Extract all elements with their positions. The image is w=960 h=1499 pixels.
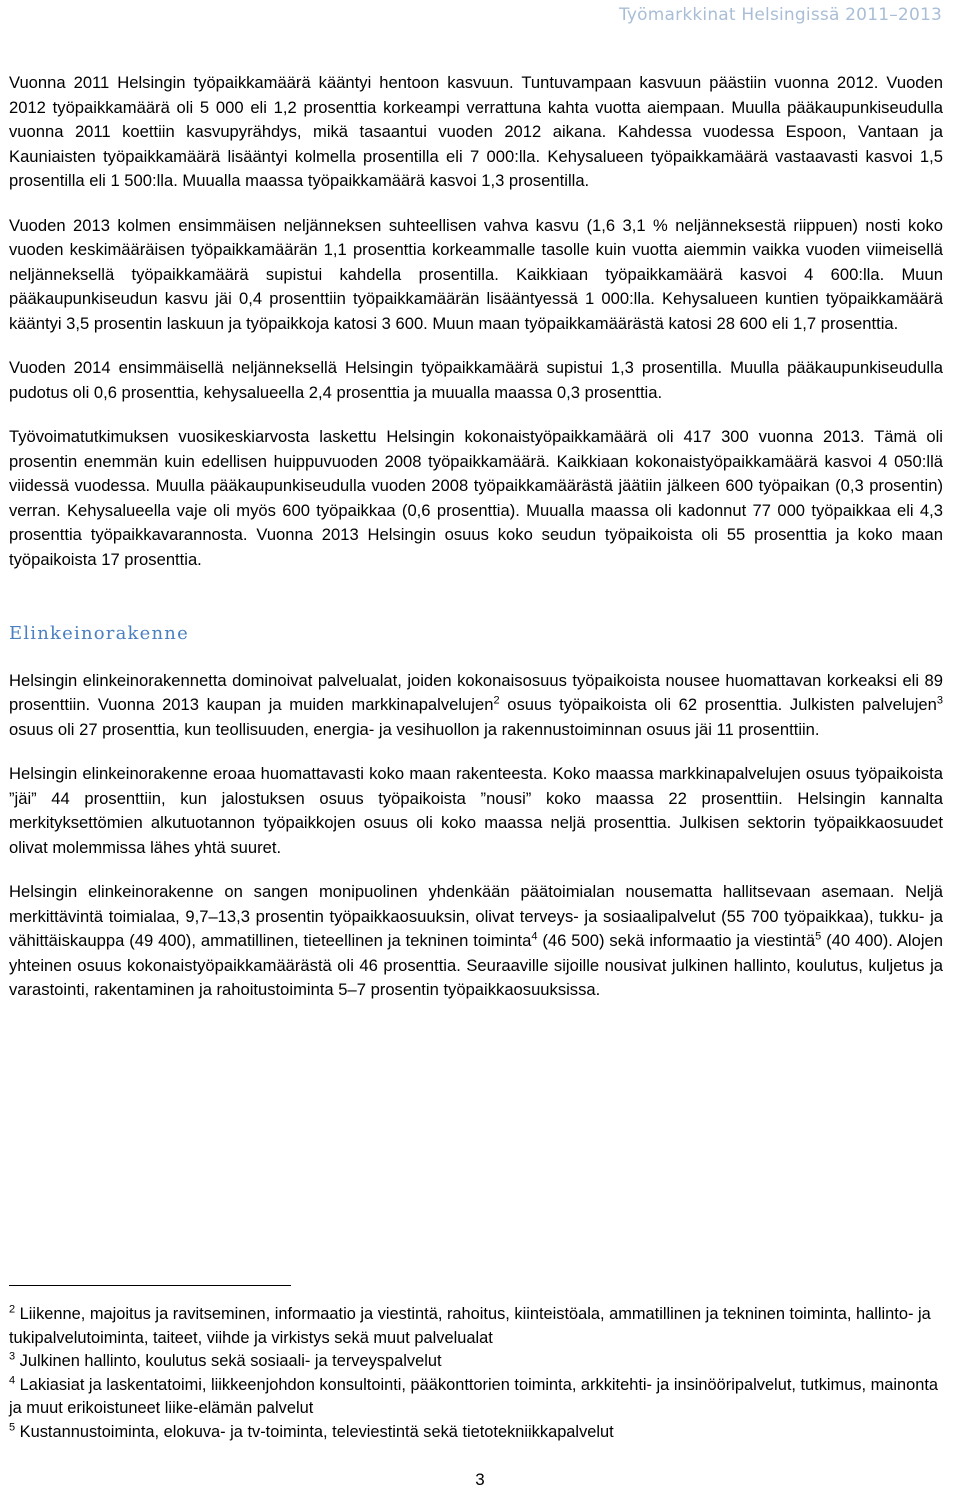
body-text <box>9 71 943 1023</box>
paragraph-6: Helsingin elinkeinorakenne eroaa huomattavasti koko maan rakenteesta. Koko maassa markkinapalvelujen osuus työpaikoista ”jäi” 44 prosenttiin, kun jalostuksen osuus työpaikoista ”nousi” koko maassa 22 prosenttiin. Helsingin kannalta merkityksettömien alkutuotannon työpaikkojen osuus oli koko maassa neljä prosenttia. Julkisen sektorin työpaikkaosuudet olivat molemmissa lähes yhtä suuret. <box>9 764 943 857</box>
footnote-text: Julkinen hallinto, koulutus sekä sosiaali- ja terveyspalvelut <box>15 1352 442 1370</box>
footnote-3 <box>9 1350 943 1374</box>
paragraph-7-part-c: (40 400). Alojen yhteinen osuus kokonaistyöpaikkamäärästä oli 46 prosenttia. Seuraaville sijoille nousivat julkinen hallinto, koulutus, kuljetus ja varastointi, rakentaminen ja rahoitustoiminta 5–7 prosentin työpaikkaosuuksissa. <box>9 931 943 999</box>
footnote-number: 3 <box>9 1350 16 1363</box>
paragraph-5-part-a: Helsingin elinkeinorakennetta dominoivat palvelualat, joiden kokonaisosuus työpaikoista nousee huomattavan korkeaksi eli 89 prosenttiin. Vuonna 2013 kaupan ja muiden markkinapalvelujen <box>9 670 943 714</box>
footnote-ref-4: 4 <box>531 930 538 943</box>
running-header: Työmarkkinat Helsingissä 2011–2013 <box>618 5 942 25</box>
footnote-2 <box>9 1303 943 1350</box>
footnote-ref-3: 3 <box>936 694 944 707</box>
footnotes <box>9 1303 943 1444</box>
footnote-text: Lakiasiat ja laskentatoimi, liikkeenjohdon konsultointi, pääkonttorien toiminta, arkkitehti- ja insinööripalvelut, tutkimus, mainonta ja muut erikoistuneet liike-elämän palvelut <box>9 1375 939 1417</box>
page-number: 3 <box>475 1470 485 1489</box>
footnote-4 <box>9 1374 943 1421</box>
footnote-text: Kustannustoiminta, elokuva- ja tv-toiminta, televiestintä sekä tietotekniikkapalvelut <box>15 1422 614 1441</box>
footnote-5 <box>9 1421 943 1445</box>
footnote-number: 5 <box>9 1421 16 1434</box>
paragraph-7-part-a: Helsingin elinkeinorakenne on sangen monipuolinen yhdenkään päätoimialan nousematta hallitsevaan asemaan. Neljä merkittävintä toimialaa, 9,7–13,3 prosentin työpaikkaosuuksin, olivat terveys- ja sosiaalipalvelut (55 700 työpaikkaa), tukku- ja vähittäiskauppa (49 400), ammatillinen, tieteellinen ja tekninen toiminta <box>9 882 943 950</box>
paragraph-4: Työvoimatutkimuksen vuosikeskiarvosta laskettu Helsingin kokonaistyöpaikkamäärä oli 417 300 vuonna 2013. Tämä oli prosentin enemmän kuin edellisen huippuvuoden 2008 työpaikkamäärä. Kaikkiaan kokonaistyöpaikkamäärä kasvoi 4 050:llä viidessä vuodessa. Muulla pääkaupunkiseudulla vuoden 2008 työpaikkamäärästä jäätiin jälkeen 600 työpaikan (0,3 prosentin) verran. Kehysalueella vaje oli myös 600 työpaikkaa (0,6 prosenttia). Muualla maassa oli kadonnut 77 000 työpaikkaa eli 4,3 prosenttia työpaikkavarannosta. Vuonna 2013 Helsingin osuus koko seudun työpaikoista oli 55 prosenttia ja koko maan työpaikoista 17 prosenttia. <box>9 427 943 569</box>
footnote-ref-2: 2 <box>493 694 500 707</box>
paragraph-7 <box>9 880 943 1003</box>
paragraph-1: Vuonna 2011 Helsingin työpaikkamäärä kääntyi hentoon kasvuun. Tuntuvampaan kasvuun päästiin vuonna 2012. Vuoden 2012 työpaikkamäärä oli 5 000 eli 1,2 prosenttia korkeampi verrattuna kahta vuotta aiempaan. Muulla pääkaupunkiseudulla vuonna 2011 koettiin kasvupyrähdys, mikä tasaantui vuoden 2012 aikana. Kahdessa vuodessa Espoon, Vantaan ja Kauniaisten työpaikkamäärä lisääntyi kolmella prosentilla eli 7 000:lla. Kehysalueen työpaikkamäärä vastaavasti kasvoi 1,5 prosentilla eli 1 500:lla. Muualla maassa työpaikkamäärä kasvoi 1,3 prosentilla. <box>9 73 943 190</box>
footnote-number: 2 <box>9 1303 16 1316</box>
footnote-separator <box>9 1285 291 1286</box>
footnote-text: Liikenne, majoitus ja ravitseminen, informaatio ja viestintä, rahoitus, kiinteistöala, ammatillinen ja tekninen toiminta, hallinto- ja tukipalvelutoiminta, taiteet, viihde ja virkistys sekä muut palvelualat <box>9 1305 931 1347</box>
paragraph-7-part-b: (46 500) sekä informaatio ja viestintä <box>537 931 816 950</box>
paragraph-5-part-b: osuus työpaikoista oli 62 prosenttia. Julkisten palvelujen <box>499 695 937 714</box>
paragraph-5-part-c: osuus oli 27 prosenttia, kun teollisuuden, energia- ja vesihuollon ja rakennustoiminnan osuus jäi 11 prosenttiin. <box>9 719 820 739</box>
section-heading: Elinkeinorakenne <box>9 623 189 644</box>
footnote-number: 4 <box>9 1374 16 1387</box>
paragraph-3: Vuoden 2014 ensimmäisellä neljänneksellä Helsingin työpaikkamäärä supistui 1,3 prosentilla. Muulla pääkaupunkiseudulla pudotus oli 0,6 prosenttia, kehysalueella 2,4 prosenttia ja muualla maassa 0,3 prosenttia. <box>9 358 943 402</box>
paragraph-5 <box>9 669 943 743</box>
footnote-ref-5: 5 <box>815 930 822 943</box>
paragraph-2: Vuoden 2013 kolmen ensimmäisen neljänneksen suhteellisen vahva kasvu (1,6 3,1 % neljänneksestä riippuen) nosti koko vuoden keskimääräisen työpaikkamäärän 1,1 prosenttia korkeammalle tasolle kuin vuotta aiemmin vaikka vuoden viimeisellä neljänneksellä työpaikkamäärä supistui kahdella prosentilla. Kaikkiaan työpaikkamäärä kasvoi 4 600:lla. Muun pääkaupunkiseudun kasvu jäi 0,4 prosenttiin työpaikkamäärän lisääntyessä 1 000:lla. Kehysalueen kuntien työpaikkamäärä kääntyi 3,5 prosentin laskuun ja työpaikkoja katosi 3 600. Muun maan työpaikkamäärästä katosi 28 600 eli 1,7 prosenttia. <box>9 215 943 333</box>
